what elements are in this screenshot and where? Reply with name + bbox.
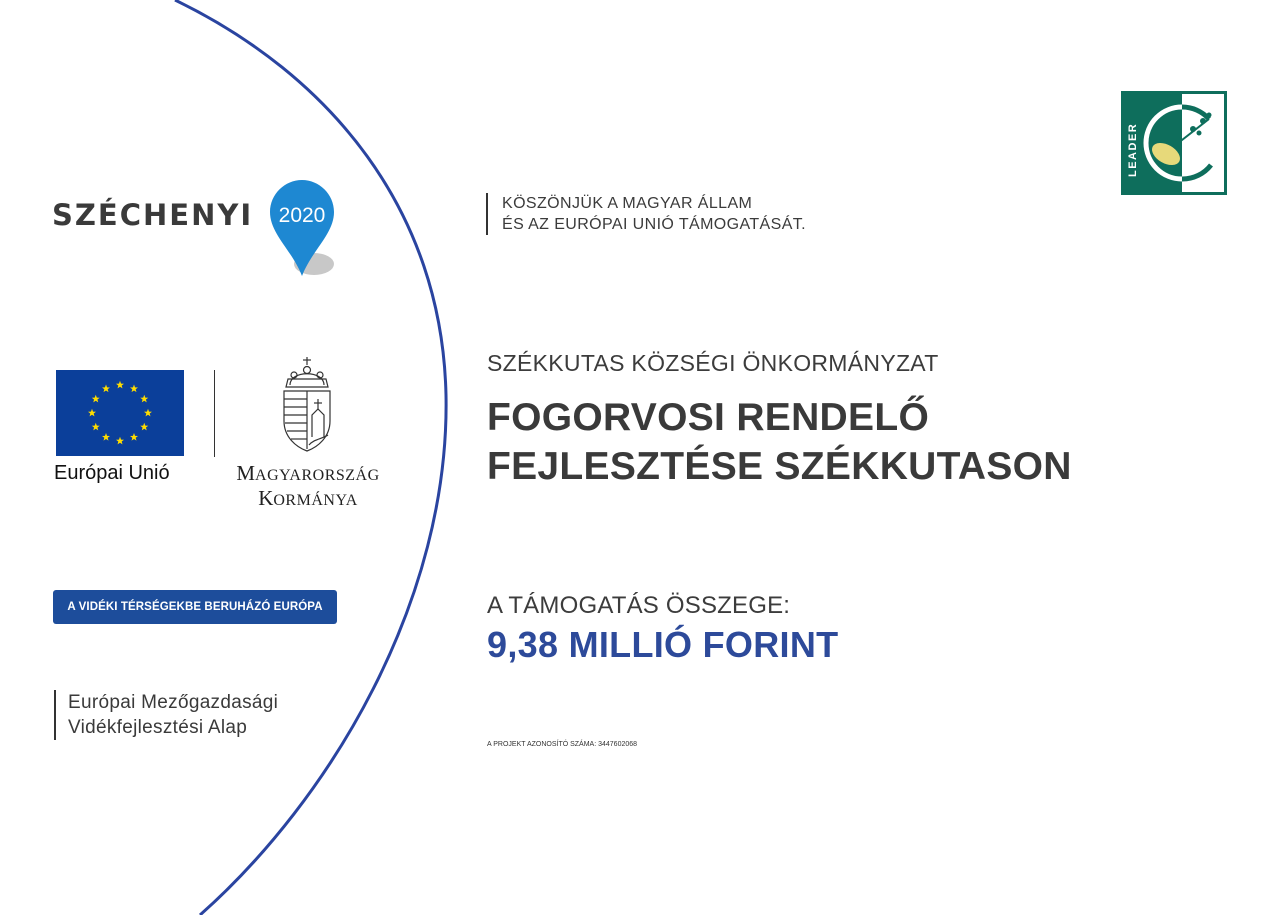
gov-line-1: MAGYARORSZÁG bbox=[236, 461, 380, 485]
hungarian-coat-of-arms-icon bbox=[276, 355, 338, 453]
project-title bbox=[487, 393, 1072, 491]
thanks-line-2: ÉS AZ EURÓPAI UNIÓ TÁMOGATÁSÁT. bbox=[502, 216, 807, 233]
fund-line-1: Európai Mezőgazdasági bbox=[68, 692, 279, 713]
organization-name: SZÉKKUTAS KÖZSÉGI ÖNKORMÁNYZAT bbox=[487, 350, 939, 376]
project-title-line-1: FOGORVOSI RENDELŐ bbox=[487, 396, 930, 439]
leader-label: LEADER bbox=[1127, 122, 1139, 177]
szechenyi-2020-pin-icon bbox=[268, 178, 344, 280]
amount-value: 9,38 MILLIÓ FORINT bbox=[487, 624, 839, 665]
szechenyi-year: 2020 bbox=[278, 204, 326, 227]
szechenyi-logo-text: SZÉCHENYI bbox=[52, 198, 254, 232]
fund-label bbox=[54, 690, 278, 740]
gov-line-2: KORMÁNYA bbox=[258, 486, 358, 510]
logo-divider bbox=[214, 370, 215, 457]
rural-investment-badge: A VIDÉKI TÉRSÉGEKBE BERUHÁZÓ EURÓPA bbox=[53, 590, 337, 624]
amount-label: A TÁMOGATÁS ÖSSZEGE: bbox=[487, 592, 791, 619]
eu-flag-icon bbox=[56, 370, 184, 456]
hungarian-government-label bbox=[230, 462, 386, 512]
thanks-line-1: KÖSZÖNJÜK A MAGYAR ÁLLAM bbox=[502, 195, 753, 212]
thanks-text bbox=[486, 193, 806, 235]
eu-label: Európai Unió bbox=[54, 462, 170, 484]
leader-logo-icon bbox=[1121, 91, 1227, 195]
fund-line-2: Vidékfejlesztési Alap bbox=[68, 717, 248, 738]
project-id: A PROJEKT AZONOSÍTÓ SZÁMA: 3447602068 bbox=[487, 741, 638, 748]
project-title-line-2: FEJLESZTÉSE SZÉKKUTASON bbox=[487, 445, 1072, 488]
